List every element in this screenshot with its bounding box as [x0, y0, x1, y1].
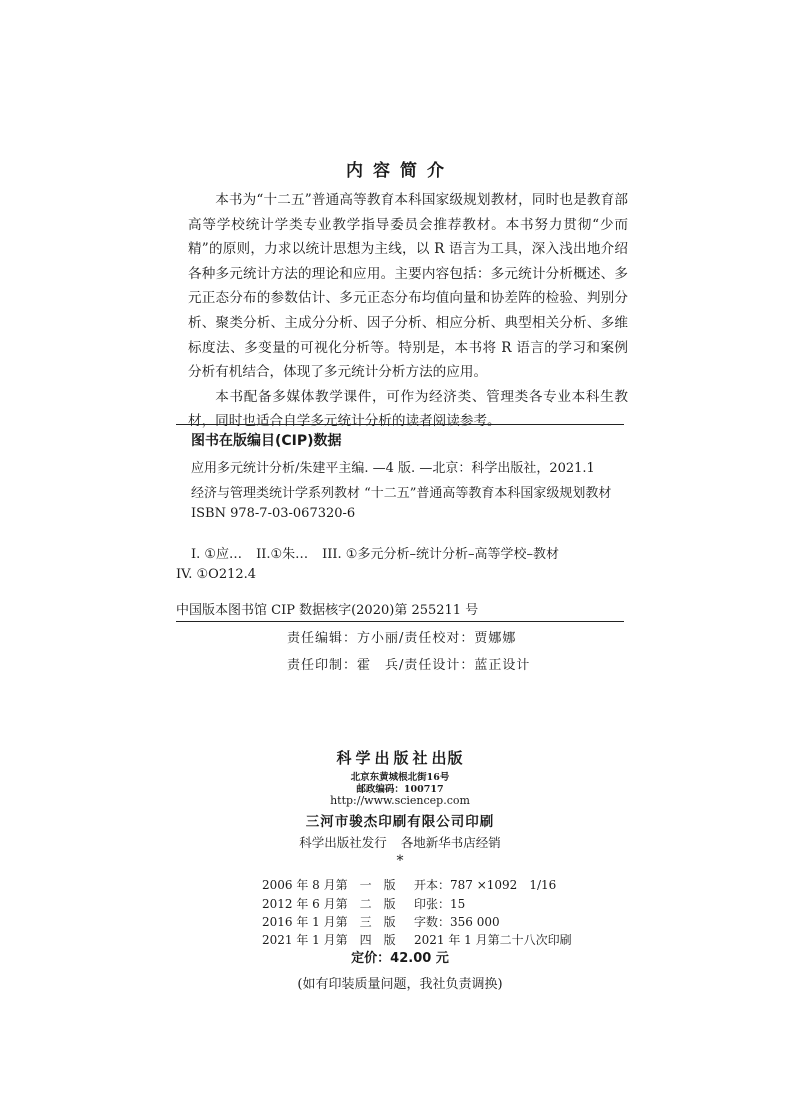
edition-date: 2021 年 1 月第 四 版	[262, 933, 396, 947]
cip-heading: 图书在版编目(CIP)数据	[191, 433, 342, 449]
quality-notice: (如有印装质量问题，我社负责调换)	[297, 977, 503, 992]
credit-printing: 责任印制：霍 兵/责任设计：蓝正设计	[287, 658, 531, 673]
edition-date: 2006 年 8 月第 一 版	[262, 878, 396, 892]
edition-spec: 字数：356 000	[414, 915, 500, 929]
edition-spec: 开本：787 ×1092 1/16	[414, 878, 557, 892]
publisher-address: 北京东黄城根北街16号	[350, 772, 450, 783]
cip-verification: 中国版本图书馆 CIP 数据核字(2020)第 255211 号	[176, 603, 479, 618]
distribution-publisher: 科学出版社发行	[299, 835, 387, 850]
edition-row	[262, 876, 556, 893]
cip-classification	[191, 543, 573, 562]
printer-name: 三河市骏杰印刷有限公司印刷	[305, 814, 495, 830]
cip-series-line: 经济与管理类统计学系列教材 “十二五”普通高等教育本科国家级规划教材	[191, 486, 612, 501]
price: 定价：42.00 元	[351, 951, 449, 966]
publisher-zip: 邮政编码：100717	[356, 784, 444, 795]
edition-spec: 2021 年 1 月第二十八次印刷	[414, 933, 572, 947]
publisher-name-suffix: 出版	[431, 749, 464, 767]
separator-star: *	[396, 853, 404, 869]
cip-class-iii: III. ①多元分析–统计分析–高等学校–教材	[322, 547, 559, 562]
cip-isbn: ISBN 978-7-03-067320-6	[191, 506, 356, 521]
edition-date: 2012 年 6 月第 二 版	[262, 897, 396, 911]
edition-row	[262, 931, 572, 948]
edition-row	[262, 913, 500, 930]
cip-class-iv: IV. ①O212.4	[176, 567, 257, 582]
edition-date: 2016 年 1 月第 三 版	[262, 915, 396, 929]
edition-spec: 印张：15	[414, 897, 466, 911]
edition-row	[262, 895, 465, 912]
credit-editors: 责任编辑：方小丽/责任校对：贾娜娜	[287, 631, 517, 646]
cip-class-ii: II.①朱…	[256, 547, 309, 562]
distribution-stores: 各地新华书店经销	[400, 835, 501, 850]
publisher-name	[0, 747, 800, 768]
cip-bottom-rule	[176, 621, 624, 622]
cip-class-i: I. ①应…	[191, 547, 243, 562]
intro-body	[188, 188, 628, 434]
intro-paragraph: 本书配备多媒体教学课件，可作为经济类、管理类各专业本科生教材，同时也适合自学多元统计分析的读者阅读参考。	[188, 388, 628, 430]
publisher-name-text: 科学出版社	[336, 749, 432, 767]
cip-top-rule	[176, 424, 624, 425]
cip-title-line: 应用多元统计分析/朱建平主编. —4 版. —北京：科学出版社，2021.1	[191, 461, 595, 476]
intro-paragraph: 本书为“十二五”普通高等教育本科国家级规划教材，同时也是教育部高等学校统计学类专业教学指导委员会推荐教材。本书努力贯彻“少而精”的原则，力求以统计思想为主线，以 R 语言为工具，深入浅出地介绍各种多元统计方法的理论和应用。主要内容包括：多元统计分析概述、多元正态分布的参数估计、多元正态分布均值向量和协差阵的检验、判别分析、聚类分析、主成分分析、因子分析、相应分析、典型相关分析、多维标度法、多变量的可视化分析等。特别是，本书将 R 语言的学习和案例分析有机结合，体现了多元统计分析方法的应用。	[188, 192, 628, 381]
intro-title: 内容简介	[346, 161, 454, 181]
publisher-url: http://www.sciencep.com	[330, 794, 470, 807]
distribution-line	[0, 833, 800, 851]
